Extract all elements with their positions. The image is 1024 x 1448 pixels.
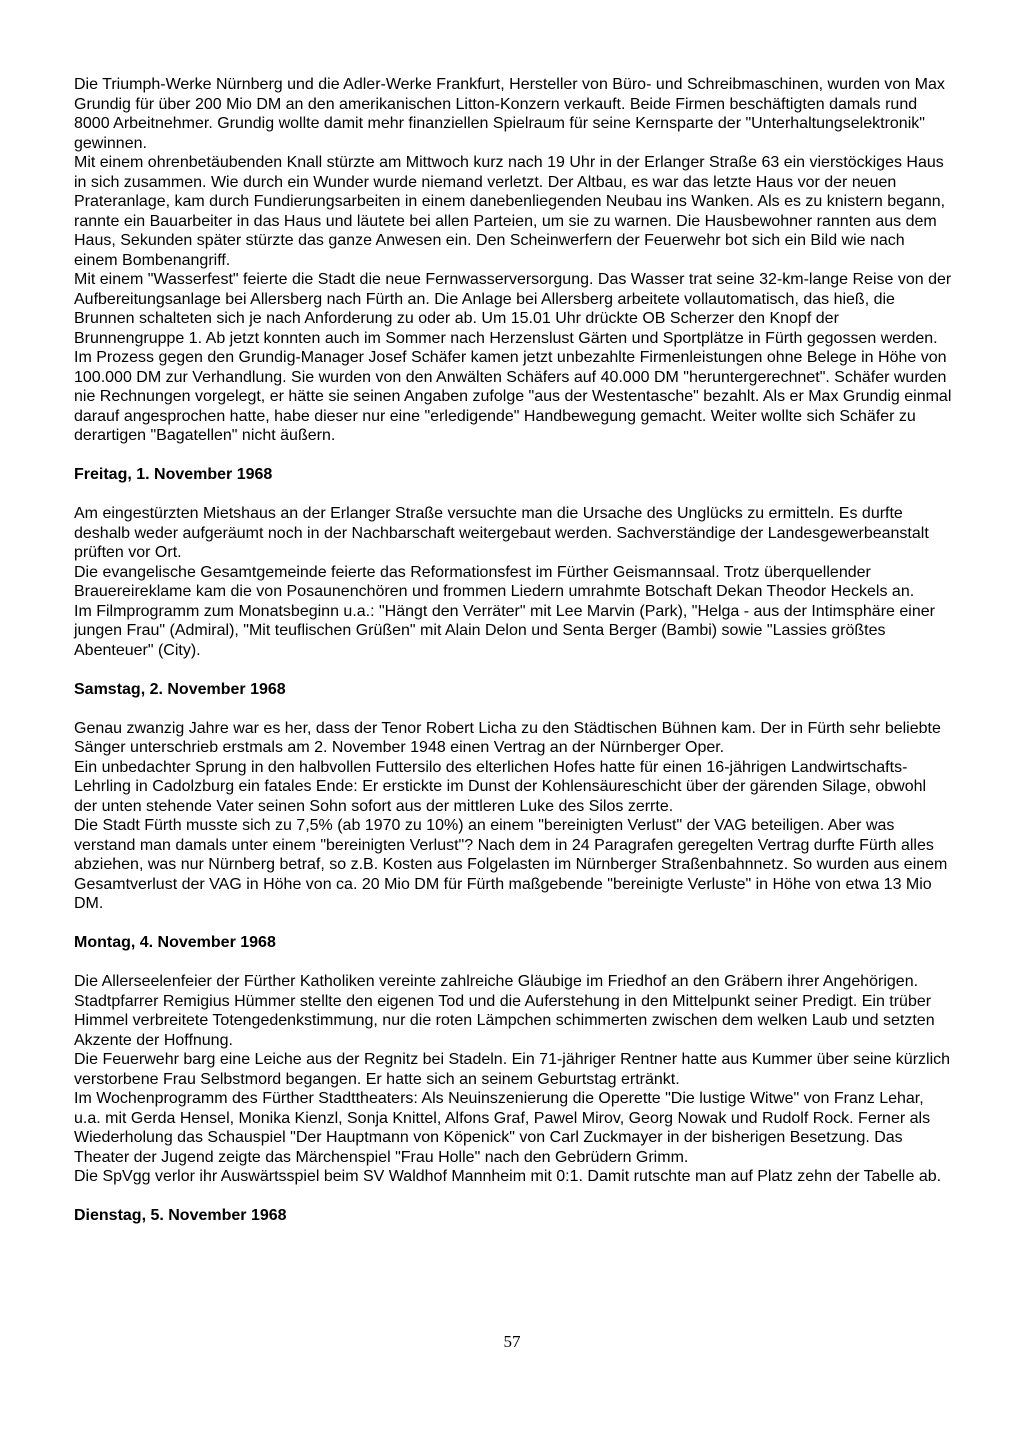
paragraph: Im Filmprogramm zum Monatsbeginn u.a.: "Hängt den Verräter" mit Lee Marvin (Park), "Helga - aus der Intimsphäre einer jungen Frau" (Admiral), "Mit teuflischen Grüßen" mit Alain Delon und Senta Berger (Bambi) sowie "Lassies größtes Abenteuer" (City). xyxy=(74,602,935,659)
paragraph: Mit einem "Wasserfest" feierte die Stadt die neue Fernwasserversorgung. Das Wasser trat seine 32-km-lange Reise von der Aufbereitungsanlage bei Allersberg nach Fürth an. Die Anlage bei Allersberg arbeitete vollautomatisch, das hieß, die Brunnen schalteten sich je nach Anforderung zu oder ab. Um 15.01 Uhr drückte OB Scherzer den Knopf der Brunnengruppe 1. Ab jetzt konnten auch im Sommer nach Herzenslust Gärten und Sportplätze in Fürth gegossen werden. xyxy=(74,271,952,347)
paragraph: Die Allerseelenfeier der Fürther Katholiken vereinte zahlreiche Gläubige im Friedhof an den Gräbern ihrer Angehörigen. Stadtpfarrer Remigius Hümmer stellte den eigenen Tod und die Auferstehung in den Mittelpunkt seiner Predigt. Ein trüber Himmel verbreitete Totengedenkstimmung, nur die roten Lämpchen schimmerten zwischen dem welken Laub und setzten Akzente der Hoffnung. xyxy=(74,973,935,1049)
paragraph: Im Prozess gegen den Grundig-Manager Josef Schäfer kamen jetzt unbezahlte Firmenleistungen ohne Belege in Höhe von 100.000 DM zur Verhandlung. Sie wurden von den Anwälten Schäfers auf 40.000 DM "heruntergerechnet". Schäfer wurden nie Rechnungen vorgelegt, er hätte sie seinen Angaben zufolge "aus der Westentasche" bezahlt. Als er Max Grundig einmal darauf angesprochen hatte, habe dieser nur eine "erledigende" Handbewegung gemacht. Weiter wollte sich Schäfer zu derartigen "Bagatellen" nicht äußern. xyxy=(74,349,952,444)
paragraph: Genau zwanzig Jahre war es her, dass der Tenor Robert Licha zu den Städtischen Bühnen kam. Der in Fürth sehr beliebte Sänger unterschrieb erstmals am 2. November 1948 einen Vertrag an der Nürnberger Oper. xyxy=(74,719,941,756)
day-heading-saturday: Samstag, 2. November 1968 xyxy=(74,680,286,698)
page-number: 57 xyxy=(503,1332,521,1351)
paragraph: Die SpVgg verlor ihr Auswärtsspiel beim SV Waldhof Mannheim mit 0:1. Damit rutschte man auf Platz zehn der Tabelle ab. xyxy=(74,1168,942,1185)
day-heading-friday: Freitag, 1. November 1968 xyxy=(74,466,273,483)
paragraph: Ein unbedachter Sprung in den halbvollen Futtersilo des elterlichen Hofes hatte für einen 16-jährigen Landwirtschafts-Lehrling in Cadolzburg ein fatales Ende: Er erstickte im Dunst der Kohlensäureschicht über der gärenden Silage, obwohl der unten stehende Vater seinen Sohn sofort aus der mittleren Luke des Silos zerrte. xyxy=(74,758,927,815)
paragraph: Am eingestürzten Mietshaus an der Erlanger Straße versuchte man die Ursache des Unglücks zu ermitteln. Es durfte deshalb weder aufgeräumt noch in der Nachbarschaft weitergebaut werden. Sachverständige der Landesgewerbeanstalt prüften vor Ort. xyxy=(74,505,929,561)
document-content xyxy=(74,75,952,1245)
paragraph: Die Triumph-Werke Nürnberg und die Adler-Werke Frankfurt, Hersteller von Büro- und Schreibmaschinen, wurden von Max Grundig für über 200 Mio DM an den amerikanischen Litton-Konzern verkauft. Beide Firmen beschäftigten damals rund 8000 Arbeitnehmer. Grundig wollte damit mehr finanziellen Spielraum für seine Kernsparte der "Unterhaltungselektronik" gewinnen. xyxy=(74,76,945,152)
day-heading-monday: Montag, 4. November 1968 xyxy=(74,934,276,951)
paragraph: Die Stadt Fürth musste sich zu 7,5% (ab 1970 zu 10%) an einem "bereinigten Verlust" der VAG beteiligen. Aber was verstand man damals unter einem "bereinigten Verlust"? Nach dem in 24 Paragrafen geregelten Vertrag durfte Fürth alles abziehen, was nur Nürnberg betraf, so z.B. Kosten aus Folgelasten im Nürnberger Straßenbahnnetz. So wurden aus einem Gesamtverlust der VAG in Höhe von ca. 20 Mio DM für Fürth maßgebende "bereinigte Verluste" in Höhe von etwa 13 Mio DM. xyxy=(74,817,948,912)
paragraph: Mit einem ohrenbetäubenden Knall stürzte am Mittwoch kurz nach 19 Uhr in der Erlanger Straße 63 ein vierstöckiges Haus in sich zusammen. Wie durch ein Wunder wurde niemand verletzt. Der Altbau, es war das letzte Haus vor der neuen Prateranlage, kam durch Fundierungsarbeiten in einem danebenliegenden Neubau ins Wanken. Als es zu knistern begann, rannte ein Bauarbeiter in das Haus und läutete bei allen Parteien, um sie zu warnen. Die Hausbewohner rannten aus dem Haus, Sekunden später stürzte das ganze Anwesen ein. Den Scheinwerfern der Feuerwehr bot sich ein Bild wie nach einem Bombenangriff. xyxy=(74,154,946,269)
paragraph: Die evangelische Gesamtgemeinde feierte das Reformationsfest im Fürther Geismannsaal. Trotz überquellender Brauereireklame kam die von Posaunenchören und frommen Liedern umrahmte Botschaft Dekan Theodor Heckels an. xyxy=(74,563,915,600)
paragraph: Die Feuerwehr barg eine Leiche aus der Regnitz bei Stadeln. Ein 71-jähriger Rentner hatte aus Kummer über seine kürzlich verstorbene Frau Selbstmord begangen. Er hatte sich an seinem Geburtstag ertränkt. xyxy=(74,1051,951,1088)
paragraph: Im Wochenprogramm des Fürther Stadttheaters: Als Neuinszenierung die Operette "Die lustige Witwe" von Franz Lehar, u.a. mit Gerda Hensel, Monika Kienzl, Sonja Knittel, Alfons Graf, Pawel Mirov, Georg Nowak und Rudolf Rock. Ferner als Wiederholung das Schauspiel "Der Hauptmann von Köpenick" von Carl Zuckmayer in der bisherigen Besetzung. Das Theater der Jugend zeigte das Märchenspiel "Frau Holle" nach den Gebrüdern Grimm. xyxy=(74,1090,931,1166)
day-heading-tuesday: Dienstag, 5. November 1968 xyxy=(74,1207,287,1224)
